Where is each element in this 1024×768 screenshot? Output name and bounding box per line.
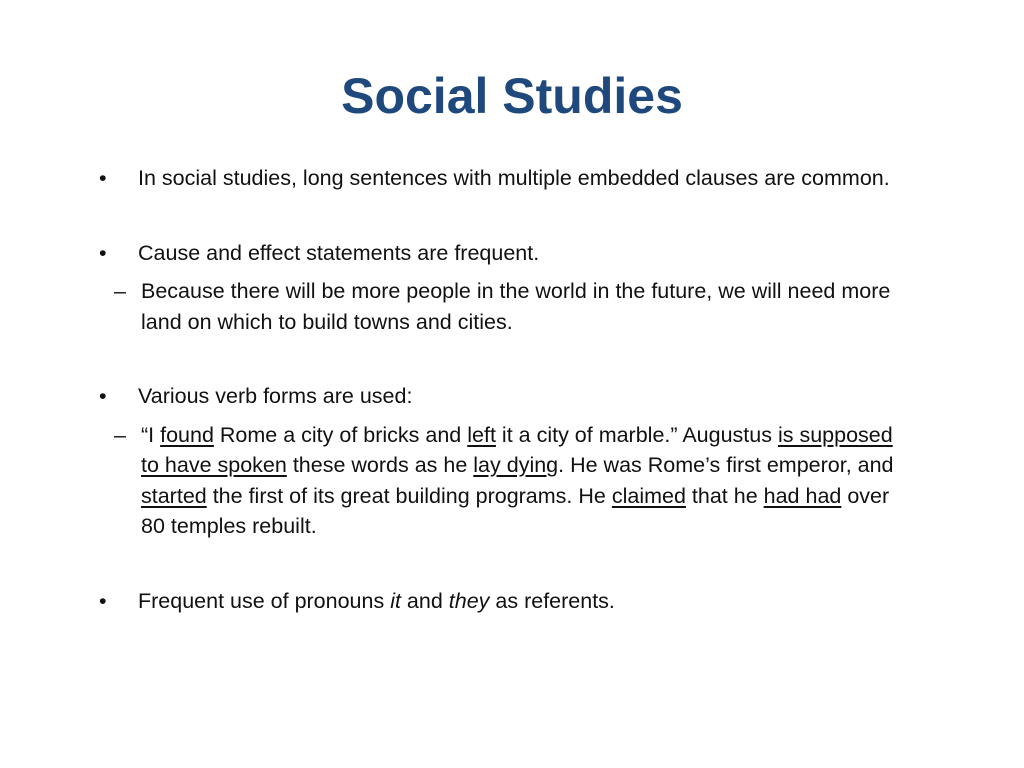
text-run: and — [400, 588, 449, 613]
text-run: the first of its great building programs. He — [206, 483, 612, 508]
underlined-verb: claimed — [611, 483, 686, 508]
text-run: it a city of marble.” Augustus — [495, 422, 778, 447]
bullet-item-verb-forms — [95, 381, 895, 412]
underlined-verb: started — [141, 483, 207, 508]
bullet-text: Cause and effect statements are frequent. — [138, 240, 540, 265]
slide-title: Social Studies — [341, 68, 683, 124]
slide-body — [95, 163, 895, 616]
italic-pronoun: it — [390, 588, 401, 613]
dash-icon: – — [114, 279, 126, 303]
text-run: that he — [685, 483, 764, 508]
text-run: as referents. — [489, 588, 615, 613]
italic-pronoun: they — [448, 588, 490, 613]
bullet-icon: • — [99, 166, 107, 190]
underlined-verb: found — [160, 422, 214, 447]
sub-item-text — [141, 420, 895, 542]
bullet-text — [138, 586, 895, 617]
sub-item-cause-effect-example — [95, 276, 895, 337]
underlined-verb: left — [467, 422, 496, 447]
bullet-item-cause-effect — [95, 238, 895, 269]
text-run: these words as he — [286, 453, 474, 477]
sub-item-text: Because there will be more people in the world in the future, we will need more land on which to build towns and cities. — [141, 279, 891, 334]
bullet-text: In social studies, long sentences with multiple embedded clauses are common. — [138, 166, 890, 190]
bullet-icon: • — [99, 240, 107, 265]
text-run: Frequent use of pronouns — [138, 588, 391, 613]
bullet-text: Various verb forms are used: — [138, 384, 413, 408]
text-run: . He was Rome’s first emperor, and — [558, 453, 894, 477]
text-run: “I — [141, 422, 161, 447]
sub-item-augustus-quote — [95, 420, 895, 542]
bullet-icon: • — [99, 384, 107, 408]
bullet-item-pronouns — [95, 586, 895, 617]
bullet-icon: • — [99, 588, 107, 613]
underlined-verb: lay dying — [473, 453, 559, 477]
text-run: Rome a city of bricks and — [213, 422, 468, 447]
underlined-verb: is supposed to have spoken — [141, 422, 893, 477]
bullet-item-embedded-clauses — [95, 163, 895, 194]
underlined-verb: had had — [763, 483, 842, 508]
dash-icon: – — [114, 422, 126, 447]
text-run: over 80 temples rebuilt. — [141, 483, 890, 538]
